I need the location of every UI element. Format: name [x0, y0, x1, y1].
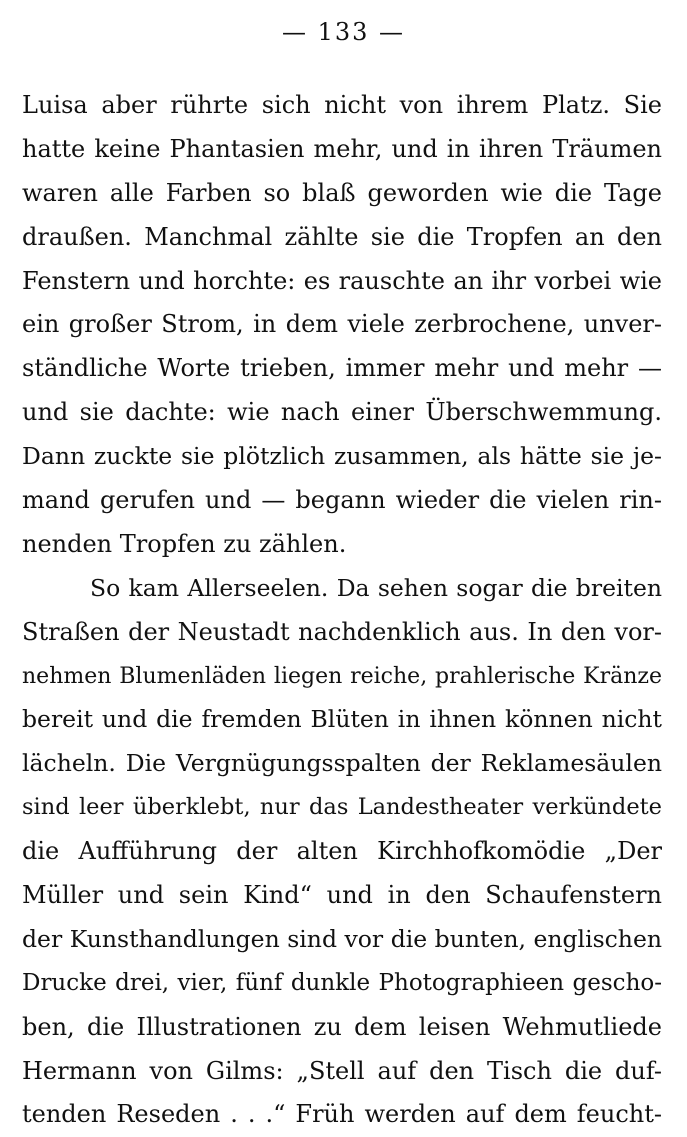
text-line: Luisa aber rührte sich nicht von ihrem Platz. Sie [22, 91, 662, 119]
text-line: ben, die Illustrationen zu dem leisen Wehmutliede [22, 1012, 662, 1041]
text-line: Fenstern und horchte: es rauschte an ihr vorbei wie [22, 266, 662, 295]
text-line: Müller und sein Kind“ und in den Schaufenstern [22, 881, 662, 910]
text-line: und sie dachte: wie nach einer Überschwemmung. [22, 398, 662, 427]
text-line: waren alle Farben so blaß geworden wie die Tage [22, 178, 662, 207]
body-text [22, 84, 662, 1137]
paragraph-end-line: nenden Tropfen zu zählen. [22, 529, 347, 558]
text-line: draußen. Manchmal zählte sie die Tropfen an den [22, 222, 662, 251]
text-line: Straßen der Neustadt nachdenklich aus. In den vor- [22, 617, 662, 646]
text-line: ständliche Worte trieben, immer mehr und mehr — [22, 354, 662, 383]
text-line: sind leer überklebt, nur das Landestheater verkündete [22, 794, 662, 821]
paragraph-start-line: So kam Allerseelen. Da sehen sogar die breiten [90, 573, 662, 602]
text-line: nehmen Blumenläden liegen reiche, prahlerische Kränze [22, 663, 662, 689]
text-line: bereit und die fremden Blüten in ihnen können nicht [22, 705, 662, 734]
text-line: lächeln. Die Vergnügungsspalten der Reklamesäulen [22, 749, 662, 778]
page-number-header: — 133 — [281, 18, 406, 46]
text-line: Drucke drei, vier, fünf dunkle Photographieen gescho- [22, 969, 662, 996]
text-line: hatte keine Phantasien mehr, und in ihren Träumen [22, 134, 662, 163]
text-line: die Aufführung der alten Kirchhofkomödie „Der [22, 837, 662, 866]
text-line: tenden Reseden . . .“ Früh werden auf dem feucht- [22, 1100, 662, 1129]
text-line: der Kunsthandlungen sind vor die bunten, englischen [22, 924, 662, 953]
text-line: Dann zuckte sie plötzlich zusammen, als hätte sie je- [22, 442, 662, 471]
text-line: Hermann von Gilms: „Stell auf den Tisch die duf- [22, 1056, 662, 1085]
text-line: ein großer Strom, in dem viele zerbrochene, unver- [22, 310, 662, 339]
text-line: mand gerufen und — begann wieder die vielen rin- [22, 486, 662, 515]
